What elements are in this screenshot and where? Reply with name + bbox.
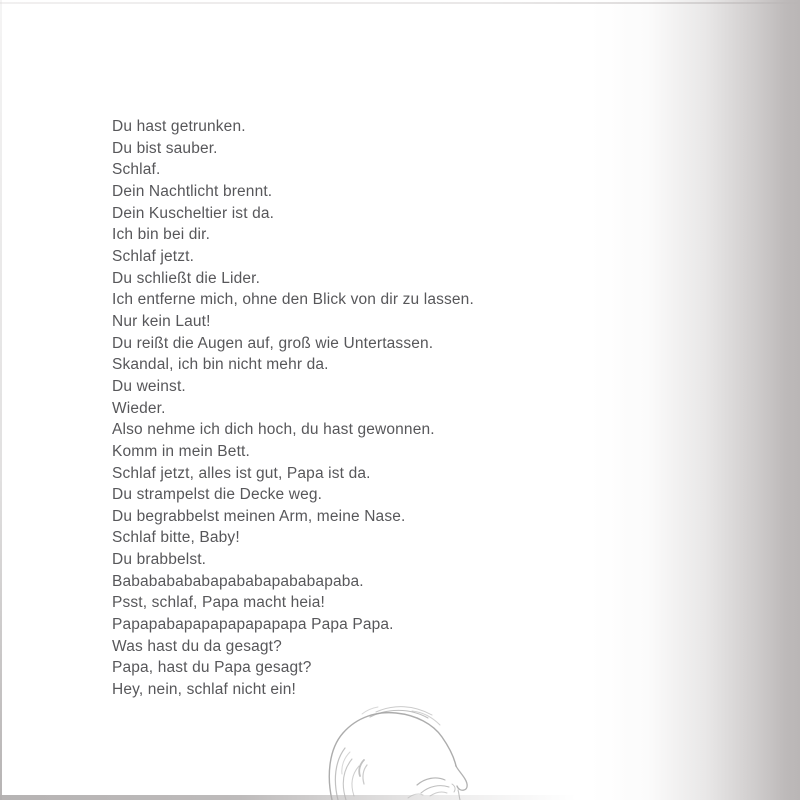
text-line: Hey, nein, schlaf nicht ein! <box>112 681 296 699</box>
text-line: Du hast getrunken. <box>112 118 246 135</box>
text-line: Psst, schlaf, Papa macht heia! <box>112 594 325 612</box>
text-line: Du reißt die Augen auf, groß wie Untertassen. <box>112 334 434 352</box>
text-line: Ich bin bei dir. <box>112 226 211 244</box>
text-line: Dein Kuscheltier ist da. <box>112 204 275 222</box>
text-line: Schlaf bitte, Baby! <box>112 529 240 547</box>
text-line: Du brabbelst. <box>112 551 207 569</box>
text-line: Papa, hast du Papa gesagt? <box>112 659 312 677</box>
text-line: Babababababapababapababapaba. <box>112 572 364 590</box>
pencil-sketch-head-illustration <box>312 704 492 800</box>
text-line: Komm in mein Bett. <box>112 442 250 460</box>
page-bottom-edge <box>0 795 800 800</box>
page-left-edge-line <box>0 0 2 800</box>
text-line: Wieder. <box>112 399 166 417</box>
text-line: Schlaf jetzt. <box>112 247 195 265</box>
text-line: Dein Nachtlicht brennt. <box>112 182 273 200</box>
text-line: Du begrabbelst meinen Arm, meine Nase. <box>112 507 406 525</box>
text-line: Du bist sauber. <box>112 139 218 157</box>
text-line: Skandal, ich bin nicht mehr da. <box>112 356 329 374</box>
text-line: Du weinst. <box>112 377 186 395</box>
page-top-edge-line <box>0 2 800 4</box>
text-line: Nur kein Laut! <box>112 312 211 330</box>
text-line: Ich entferne mich, ohne den Blick von dir zu lassen. <box>112 291 474 309</box>
page-gutter-shadow <box>590 0 800 800</box>
text-line: Papapabapapapapapapapa Papa Papa. <box>112 616 394 634</box>
text-line: Also nehme ich dich hoch, du hast gewonnen. <box>112 421 435 439</box>
text-line: Du strampelst die Decke weg. <box>112 486 323 504</box>
poem-text-block <box>112 116 612 701</box>
text-line: Schlaf jetzt, alles ist gut, Papa ist da. <box>112 464 371 482</box>
text-line: Schlaf. <box>112 161 161 179</box>
text-line: Was hast du da gesagt? <box>112 637 282 655</box>
text-line: Du schließt die Lider. <box>112 269 261 287</box>
